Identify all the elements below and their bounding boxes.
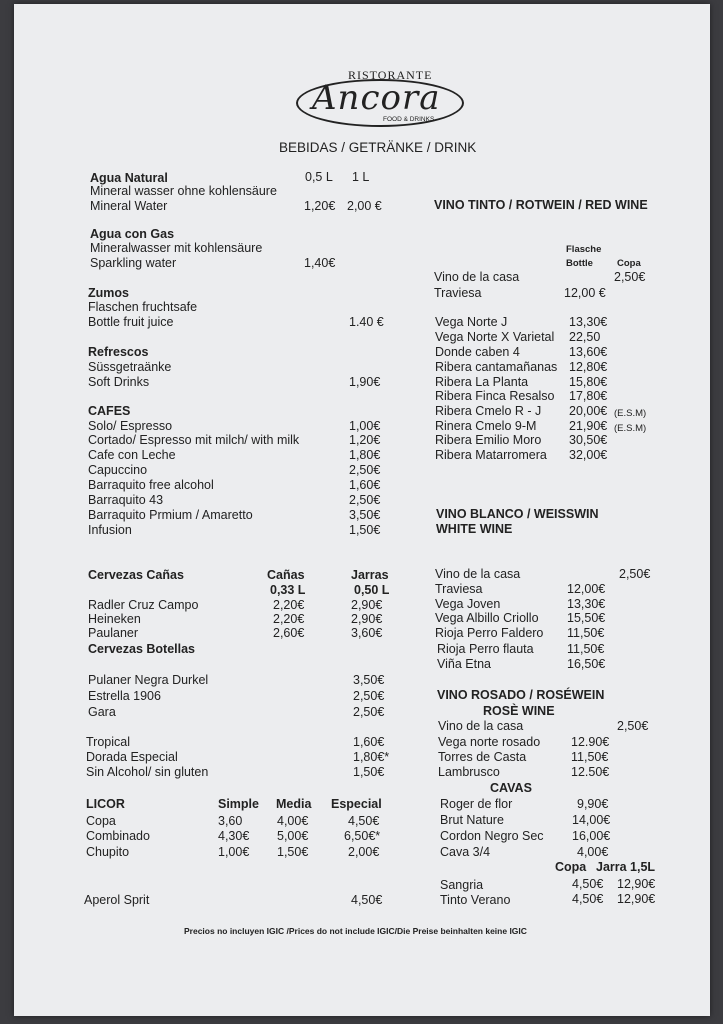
list-item: Ribera Cmelo R - J	[435, 404, 542, 418]
item-price: 12,90€	[617, 892, 656, 906]
item-price: 2,90€	[351, 598, 383, 612]
section-title: Agua Natural	[90, 171, 168, 185]
item-price: 1,00€	[218, 845, 250, 859]
item-price: 2,50€	[619, 567, 651, 581]
item-description: Flaschen fruchtsafe	[88, 300, 198, 314]
item-price: 2,20€	[273, 612, 305, 626]
list-item: Radler Cruz Campo	[88, 598, 199, 612]
item-price: 2,50€	[614, 270, 646, 284]
item-description: Mineral wasser ohne kohlensäure	[90, 184, 277, 198]
list-item: Cordon Negro Sec	[440, 829, 544, 843]
list-item: Copa	[86, 814, 116, 828]
list-item: Torres de Casta	[438, 750, 527, 764]
list-item: Vino de la casa	[438, 719, 524, 733]
item-price: 3,60	[218, 814, 243, 828]
list-item: Lambrusco	[438, 765, 500, 779]
item-price: 13,60€	[569, 345, 608, 359]
column-header: Copa	[617, 258, 641, 269]
item-price: 16,00€	[572, 829, 611, 843]
item-price: 9,90€	[577, 797, 609, 811]
item-price: 12,00€	[567, 582, 606, 596]
item-name: Mineral Water	[90, 199, 168, 213]
item-price: 12.90€	[571, 735, 610, 749]
item-price: 2,50€	[353, 689, 385, 703]
section-title: VINO BLANCO / WEISSWIN	[436, 507, 599, 521]
item-price: 11,50€	[567, 626, 605, 640]
list-item: Vino de la casa	[435, 567, 521, 581]
item-price: 2,50€	[617, 719, 649, 733]
logo-name: Ancora	[312, 78, 441, 118]
item-price: 14,00€	[572, 813, 611, 827]
item-price: 1,90€	[349, 375, 381, 389]
item-price: 4,00€	[577, 845, 609, 859]
list-item: Vega Norte J	[435, 315, 508, 329]
list-item: Dorada Especial	[86, 750, 178, 764]
item-price: 1,40€	[304, 256, 336, 270]
item-price: 12,00 €	[564, 286, 606, 300]
list-item: Ribera cantamañanas	[435, 360, 558, 374]
item-price: 1,80€*	[353, 750, 390, 764]
column-header: Simple	[218, 797, 259, 811]
item-price: 4,50€	[348, 814, 380, 828]
item-price: 5,00€	[277, 829, 309, 843]
item-note: (E.S.M)	[614, 423, 647, 434]
list-item: Ribera La Planta	[435, 375, 529, 389]
item-price: 1,50€	[353, 765, 385, 779]
list-item: Tinto Verano	[440, 893, 511, 907]
item-price: 3,50€	[353, 673, 385, 687]
item-price: 6,50€*	[344, 829, 381, 843]
item-name: Bottle fruit juice	[88, 315, 174, 329]
list-item: Cafe con Leche	[88, 448, 176, 462]
item-price: 32,00€	[569, 448, 608, 462]
column-header: 0,5 L	[305, 170, 333, 184]
section-title: Agua con Gas	[90, 227, 175, 241]
column-header: Jarras	[351, 568, 389, 582]
item-price: 22,50	[569, 330, 601, 344]
list-item: Brut Nature	[440, 813, 504, 827]
list-item: Aperol Sprit	[84, 893, 150, 907]
menu-heading: BEBIDAS / GETRÄNKE / DRINK	[279, 140, 477, 155]
list-item: Barraquito Prmium / Amaretto	[88, 508, 253, 522]
list-item: Rioja Perro Faldero	[435, 626, 544, 640]
column-header: Media	[276, 797, 312, 811]
list-item: Ribera Emilio Moro	[435, 433, 542, 447]
section-title: Refrescos	[88, 345, 149, 359]
section-title: VINO ROSADO / ROSÉWEIN	[437, 688, 605, 702]
logo-subtitle: FOOD & DRINKS	[383, 116, 435, 123]
item-price: 2,50€	[349, 493, 381, 507]
item-price: 4,50€	[572, 892, 604, 906]
item-price: 11,50€	[571, 750, 609, 764]
section-title: CAVAS	[490, 781, 532, 795]
tax-footnote: Precios no incluyen IGIC /Prices do not include IGIC/Die Preise beinhalten keine IGIC	[184, 926, 527, 936]
item-price: 13,30€	[569, 315, 608, 329]
list-item: Traviesa	[435, 582, 483, 596]
item-price: 1,50€	[277, 845, 309, 859]
item-price: 1,00€	[349, 419, 381, 433]
section-title: Zumos	[88, 286, 129, 300]
item-description: Süssgetraänke	[88, 360, 172, 374]
item-price: 1,60€	[349, 478, 381, 492]
list-item: Sangria	[440, 878, 484, 892]
item-price: 13,30€	[567, 597, 606, 611]
list-item: Pulaner Negra Durkel	[88, 673, 209, 687]
item-price: 15,80€	[569, 375, 608, 389]
item-name: Soft Drinks	[88, 375, 150, 389]
item-price: 2,00€	[348, 845, 380, 859]
item-price: 2,50€	[353, 705, 385, 719]
list-item: Heineken	[88, 612, 141, 626]
list-item: Capuccino	[88, 463, 148, 477]
list-item: Gara	[88, 705, 116, 719]
list-item: Vega Joven	[435, 597, 501, 611]
list-item: Ribera Matarromera	[435, 448, 547, 462]
item-price: 3,50€	[349, 508, 381, 522]
item-price: 3,60€	[351, 626, 383, 640]
item-price: 11,50€	[567, 642, 605, 656]
list-item: Solo/ Espresso	[88, 419, 173, 433]
column-header: Especial	[331, 797, 382, 811]
section-title: ROSÈ WINE	[483, 704, 555, 718]
item-price: 2,00 €	[347, 199, 382, 213]
item-price: 12.50€	[571, 765, 610, 779]
section-title: CAFES	[88, 404, 131, 418]
list-item: Cortado/ Espresso mit milch/ with milk	[88, 433, 300, 447]
item-price: 12,80€	[569, 360, 608, 374]
section-title: WHITE WINE	[436, 522, 513, 536]
list-item: Roger de flor	[440, 797, 513, 811]
item-price: 21,90€	[569, 419, 608, 433]
list-item: Viña Etna	[437, 657, 491, 671]
list-item: Infusion	[88, 523, 132, 537]
item-description: Mineralwasser mit kohlensäure	[90, 241, 263, 255]
item-price: 1,20€	[304, 199, 336, 213]
item-price: 1,50€	[349, 523, 381, 537]
list-item: Paulaner	[88, 626, 139, 640]
item-price: 4,30€	[218, 829, 250, 843]
item-price: 4,00€	[277, 814, 309, 828]
list-item: Chupito	[86, 845, 130, 859]
list-item: Combinado	[86, 829, 150, 843]
item-price: 2,20€	[273, 598, 305, 612]
item-price: 2,90€	[351, 612, 383, 626]
item-price: 4,50€	[351, 893, 383, 907]
item-price: 20,00€	[569, 404, 608, 418]
list-item: Tropical	[86, 735, 130, 749]
item-price: 17,80€	[569, 389, 608, 403]
list-item: Barraquito 43	[88, 493, 164, 507]
list-item: Rioja Perro flauta	[437, 642, 534, 656]
list-item: Vega Norte X Varietal	[435, 330, 555, 344]
logo-ristorante: RISTORANTE	[348, 68, 433, 82]
item-price: 1.40 €	[349, 315, 384, 329]
list-item: Vega norte rosado	[438, 735, 541, 749]
list-item: Estrella 1906	[88, 689, 161, 703]
column-header: 1 L	[352, 170, 370, 184]
list-item: Traviesa	[434, 286, 482, 300]
column-header: 0,33 L	[270, 583, 306, 597]
column-header: 0,50 L	[354, 583, 390, 597]
list-item: Ribera Finca Resalso	[435, 389, 555, 403]
item-price: 1,20€	[349, 433, 381, 447]
section-title: LICOR	[86, 797, 125, 811]
column-header: Flasche	[566, 244, 602, 255]
section-title: Cervezas Cañas	[88, 568, 184, 582]
column-header: Cañas	[267, 568, 305, 582]
item-name: Sparkling water	[90, 256, 177, 270]
list-item: Rinera Cmelo 9-M	[435, 419, 537, 433]
column-header: Copa	[555, 860, 587, 874]
item-price: 30,50€	[569, 433, 608, 447]
item-price: 2,50€	[349, 463, 381, 477]
item-price: 12,90€	[617, 877, 656, 891]
list-item: Donde caben 4	[435, 345, 520, 359]
item-price: 15,50€	[567, 611, 606, 625]
item-price: 2,60€	[273, 626, 305, 640]
list-item: Vega Albillo Criollo	[435, 611, 539, 625]
item-price: 16,50€	[567, 657, 606, 671]
item-note: (E.S.M)	[614, 408, 647, 419]
list-item: Barraquito free alcohol	[88, 478, 214, 492]
column-header: Jarra 1,5L	[596, 860, 656, 874]
column-header: Bottle	[566, 258, 593, 269]
list-item: Vino de la casa	[434, 270, 520, 284]
item-price: 4,50€	[572, 877, 604, 891]
list-item: Cava 3/4	[440, 845, 491, 859]
section-title: Cervezas Botellas	[88, 642, 196, 656]
list-item: Sin Alcohol/ sin gluten	[86, 765, 209, 779]
item-price: 1,80€	[349, 448, 381, 462]
section-title: VINO TINTO / ROTWEIN / RED WINE	[434, 198, 648, 212]
item-price: 1,60€	[353, 735, 385, 749]
